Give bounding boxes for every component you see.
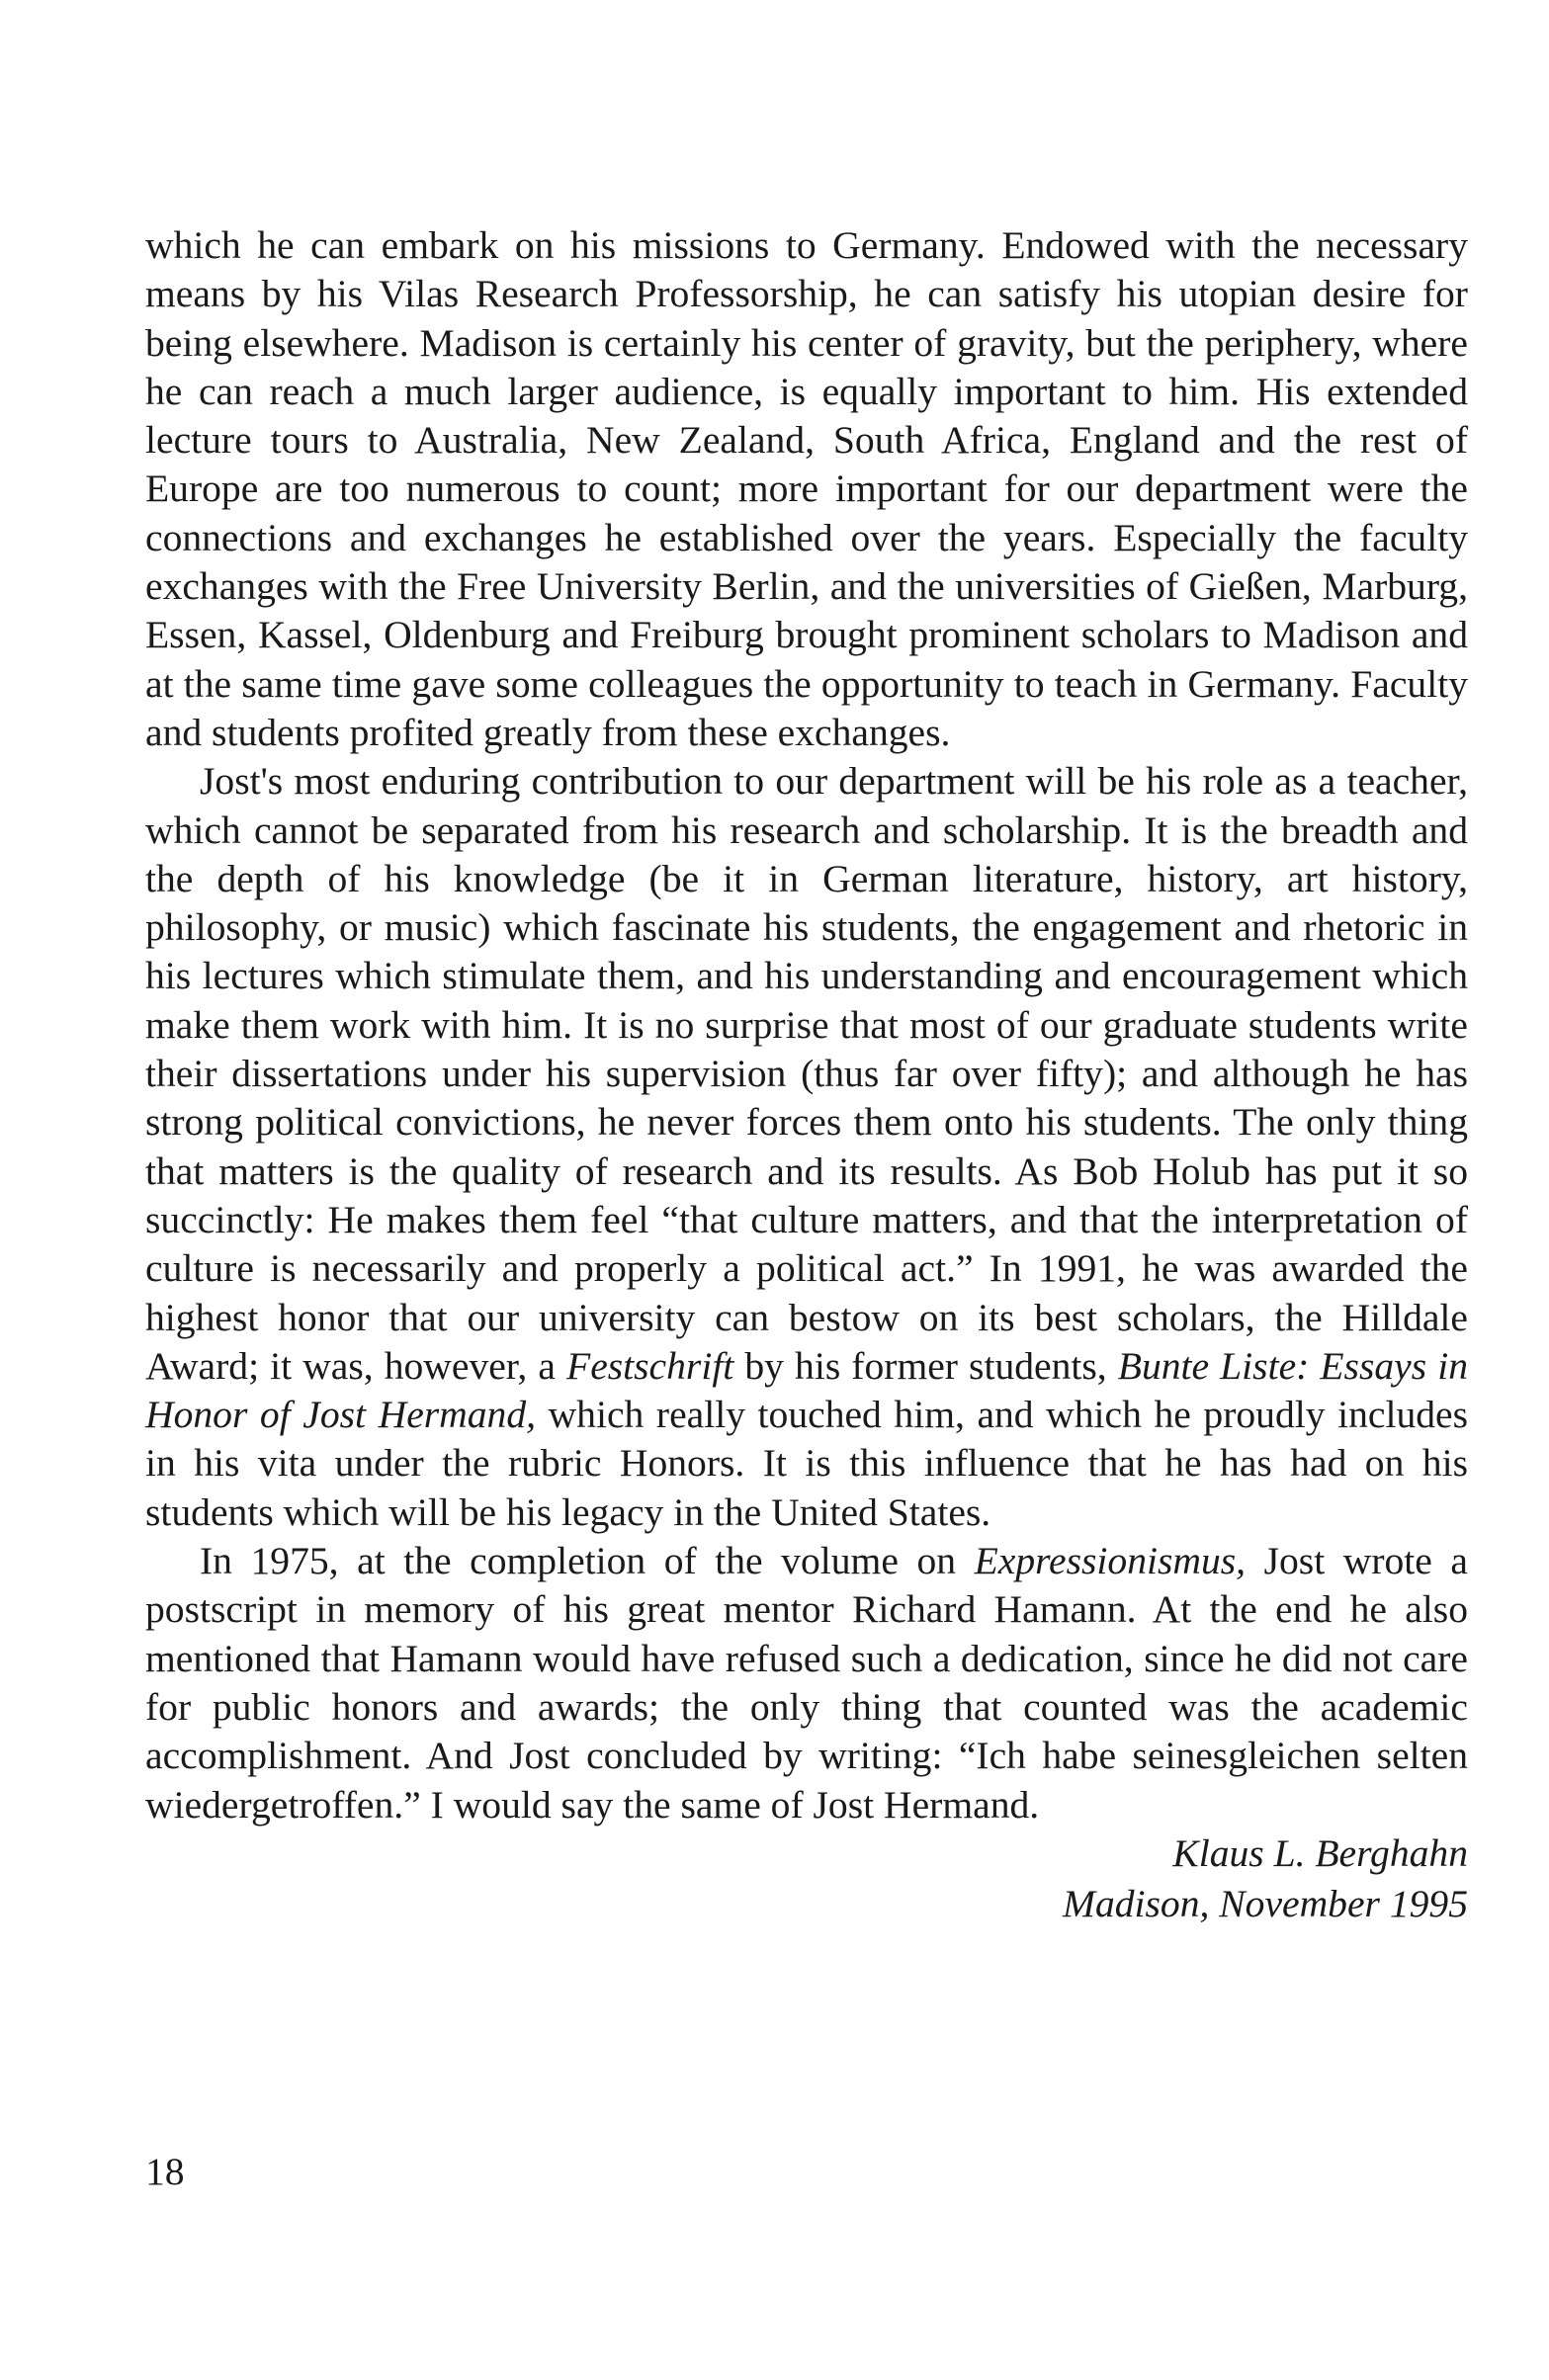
paragraph-2-italic-a: Festschrift [566,1343,734,1388]
paragraph-2-part-c: which really touched him, and which he proudly includes in his vita under the rubric Honors. It is this influence that he has had on his students which will be his legacy in the United States. [145,1393,1468,1534]
paragraph-3 [145,1537,1468,1829]
author-name: Klaus L. Berghahn [1172,1831,1468,1875]
paragraph-2-part-b: by his former students, [733,1343,1118,1388]
paragraph-2-italic-b: Bunte Liste: Essays in Honor of Jost Hermand, [145,1343,1468,1437]
paragraph-2-part-a: Jost's most enduring contribution to our department will be his role as a teacher, which cannot be separated from his research and scholarship. It is the breadth and the depth of his knowledge (be it in German literature, history, art history, philosophy, or music) which fascinate his students, the engagement and rhetoric in his lectures which stimulate them, and his understanding and encouragement which make them work with him. It is no surprise that most of our graduate students write their dissertations under his supervision (thus far over fifty); and although he has strong political convictions, he never forces them onto his students. The only thing that matters is the quality of research and its results. As Bob Holub has put it so succinctly: He makes them feel “that culture matters, and that the interpretation of culture is necessarily and properly a political act.” In 1991, he was awarded the highest honor that our university can bestow on its best scholars, the Hilldale Award; it was, however, a [145,759,1468,1388]
paragraph-2 [145,757,1468,1537]
page-number: 18 [145,2150,185,2193]
paragraph-3-part-a: In 1975, at the completion of the volume on [200,1539,975,1583]
paragraph-3-part-b: Jost wrote a postscript in memory of his great mentor Richard Hamann. At the end he also mentioned that Hamann would have refused such a dedication, since he did not care for public honors and awards; the only thing that counted was the academic accomplishment. And Jost concluded by writing: “Ich habe seinesgleichen selten wiedergetroffen.” I would say the same of Jost Hermand. [145,1539,1468,1827]
signature-block [677,1828,1468,1929]
paragraph-3-italic-a: Expressionismus, [974,1539,1247,1583]
place-date: Madison, November 1995 [1062,1882,1468,1925]
paragraph-1: which he can embark on his missions to Germany. Endowed with the necessary means by his Vilas Research Professorship, he can satisfy his utopian desire for being elsewhere. Madison is certainly his center of gravity, but the periphery, where he can reach a much larger audience, is equally important to him. His extended lecture tours to Australia, New Zealand, South Africa, England and the rest of Europe are too numerous to count; more important for our department were the connections and exchanges he established over the years. Especially the faculty exchanges with the Free University Berlin, and the universities of Gießen, Marburg, Essen, Kassel, Oldenburg and Freiburg brought prominent scholars to Madison and at the same time gave some colleagues the opportunity to teach in Germany. Faculty and students profited greatly from these exchanges. [145,223,1468,754]
body-text [145,221,1468,1829]
